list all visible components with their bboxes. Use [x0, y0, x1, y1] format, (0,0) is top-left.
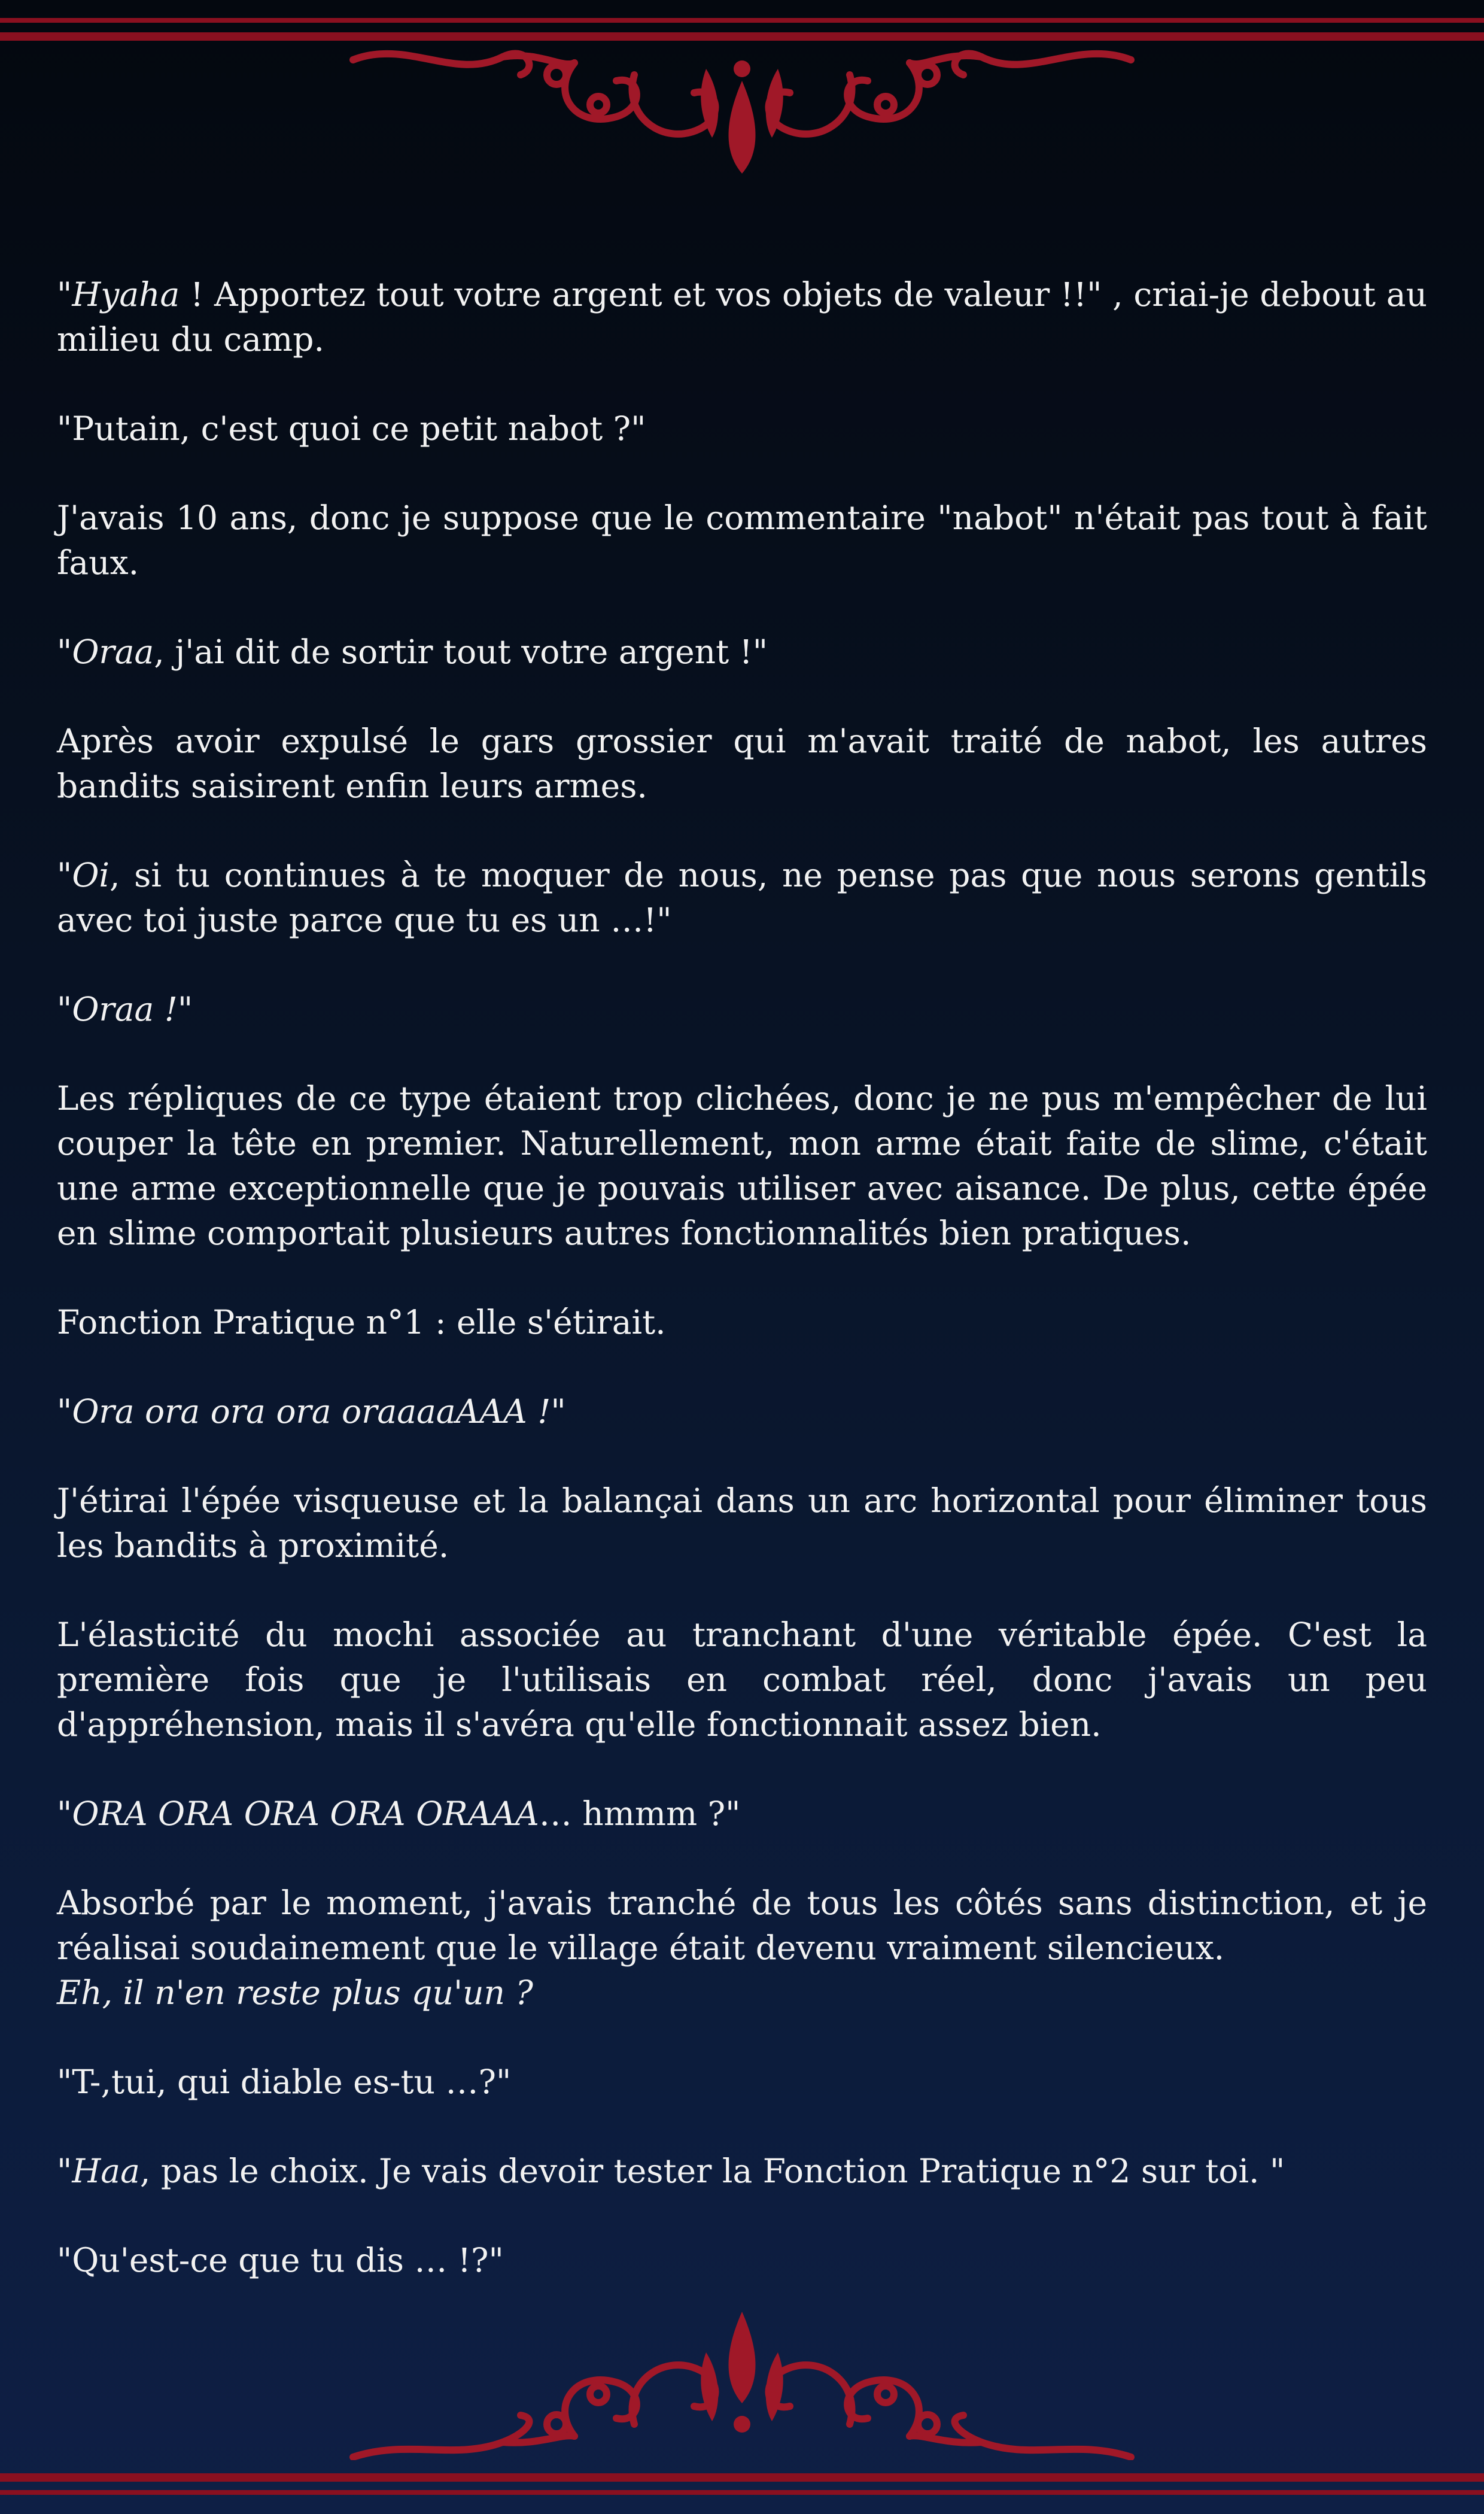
italic-text: Eh, il n'en reste plus qu'un ? — [57, 1973, 533, 2012]
paragraph-line — [57, 272, 1427, 362]
top-flourish-ornament — [0, 33, 1484, 207]
text-segment: " — [57, 2152, 72, 2190]
paragraph-line — [57, 1970, 1427, 2015]
paragraph — [57, 987, 1427, 1032]
italic-text: Haa — [72, 2152, 140, 2190]
text-segment: " — [551, 1392, 566, 1431]
paragraph-line — [57, 719, 1427, 809]
paragraph-line — [57, 2238, 1427, 2283]
paragraph — [57, 1792, 1427, 1836]
paragraph-line — [57, 987, 1427, 1032]
paragraph-line — [57, 1076, 1427, 1256]
paragraph — [57, 1478, 1427, 1568]
text-segment: "T-,tui, qui diable es-tu …?" — [57, 2063, 512, 2101]
paragraph-line — [57, 1792, 1427, 1836]
text-segment: … hmmm ?" — [539, 1795, 741, 1833]
paragraph — [57, 2060, 1427, 2105]
paragraph — [57, 1076, 1427, 1256]
text-segment: , j'ai dit de sortir tout votre argent !" — [154, 633, 768, 671]
text-segment: J'avais 10 ans, donc je suppose que le commentaire "nabot" n'était pas tout à fait faux. — [57, 499, 1427, 582]
paragraph — [57, 853, 1427, 943]
paragraph — [57, 1389, 1427, 1434]
text-segment: Les répliques de ce type étaient trop clichées, donc je ne pus m'empêcher de lui couper la tête en premier. Naturellement, mon arme était faite de slime, c'était une arme exceptionnelle que je pouvais utiliser avec aisance. De plus, cette épée en slime comportait plusieurs autres fonctionnalités bien pratiques. — [57, 1079, 1427, 1252]
text-segment: "Putain, c'est quoi ce petit nabot ?" — [57, 409, 646, 448]
text-segment: " — [57, 1392, 72, 1431]
text-segment: Absorbé par le moment, j'avais tranché de tous les côtés sans distinction, et je réalisai soudainement que le village était devenu vraiment silencieux. — [57, 1884, 1427, 1967]
text-segment: J'étirai l'épée visqueuse et la balançai dans un arc horizontal pour éliminer tous les bandits à proximité. — [57, 1481, 1427, 1565]
bottom-flourish-ornament — [0, 2304, 1484, 2460]
text-segment: , si tu continues à te moquer de nous, ne pense pas que nous serons gentils avec toi juste parce que tu es un …!" — [57, 856, 1427, 939]
text-segment: " — [57, 990, 72, 1028]
text-segment: Après avoir expulsé le gars grossier qui m'avait traité de nabot, les autres bandits saisirent enfin leurs armes. — [57, 722, 1427, 805]
text-segment: " — [57, 275, 72, 314]
text-segment: " — [57, 633, 72, 671]
paragraph-line — [57, 406, 1427, 451]
paragraph-line — [57, 1389, 1427, 1434]
paragraph-line — [57, 1478, 1427, 1568]
paragraph-line — [57, 2060, 1427, 2105]
text-segment: , pas le choix. Je vais devoir tester la Fonction Pratique n°2 sur toi. " — [139, 2152, 1285, 2190]
italic-text: Hyaha — [72, 275, 180, 314]
paragraph — [57, 630, 1427, 675]
paragraph — [57, 1613, 1427, 1747]
text-segment: " — [177, 990, 193, 1028]
text-segment: "Qu'est-ce que tu dis … !?" — [57, 2241, 504, 2279]
paragraph-line — [57, 1881, 1427, 1970]
italic-text: Oraa ! — [72, 990, 178, 1028]
italic-text: Oraa — [72, 633, 154, 671]
italic-text: Ora ora ora ora oraaaaAAA ! — [72, 1392, 551, 1431]
paragraph — [57, 496, 1427, 585]
paragraph-line — [57, 496, 1427, 585]
paragraph-line — [57, 2149, 1427, 2194]
paragraph-line — [57, 630, 1427, 675]
paragraph-line — [57, 853, 1427, 943]
paragraph — [57, 2238, 1427, 2283]
paragraph — [57, 1300, 1427, 1345]
paragraph — [57, 1881, 1427, 2015]
paragraph-line — [57, 1300, 1427, 1345]
text-segment: ! Apportez tout votre argent et vos objets de valeur !!" , criai-je debout au milieu du camp. — [57, 275, 1427, 359]
paragraph — [57, 272, 1427, 362]
italic-text: Oi — [72, 856, 110, 894]
paragraph — [57, 719, 1427, 809]
paragraph — [57, 2149, 1427, 2194]
paragraph-line — [57, 1613, 1427, 1747]
italic-text: ORA ORA ORA ORA ORAAA — [72, 1795, 539, 1833]
text-segment: " — [57, 856, 72, 894]
bottom-border — [0, 2466, 1484, 2514]
text-segment: L'élasticité du mochi associée au tranchant d'une véritable épée. C'est la première fois que je l'utilisais en combat réel, donc j'avais un peu d'appréhension, mais il s'avéra qu'elle fonctionnait assez bien. — [57, 1616, 1427, 1744]
text-segment: Fonction Pratique n°1 : elle s'étirait. — [57, 1303, 666, 1341]
paragraph — [57, 406, 1427, 451]
chapter-text — [57, 272, 1427, 2327]
text-segment: " — [57, 1795, 72, 1833]
